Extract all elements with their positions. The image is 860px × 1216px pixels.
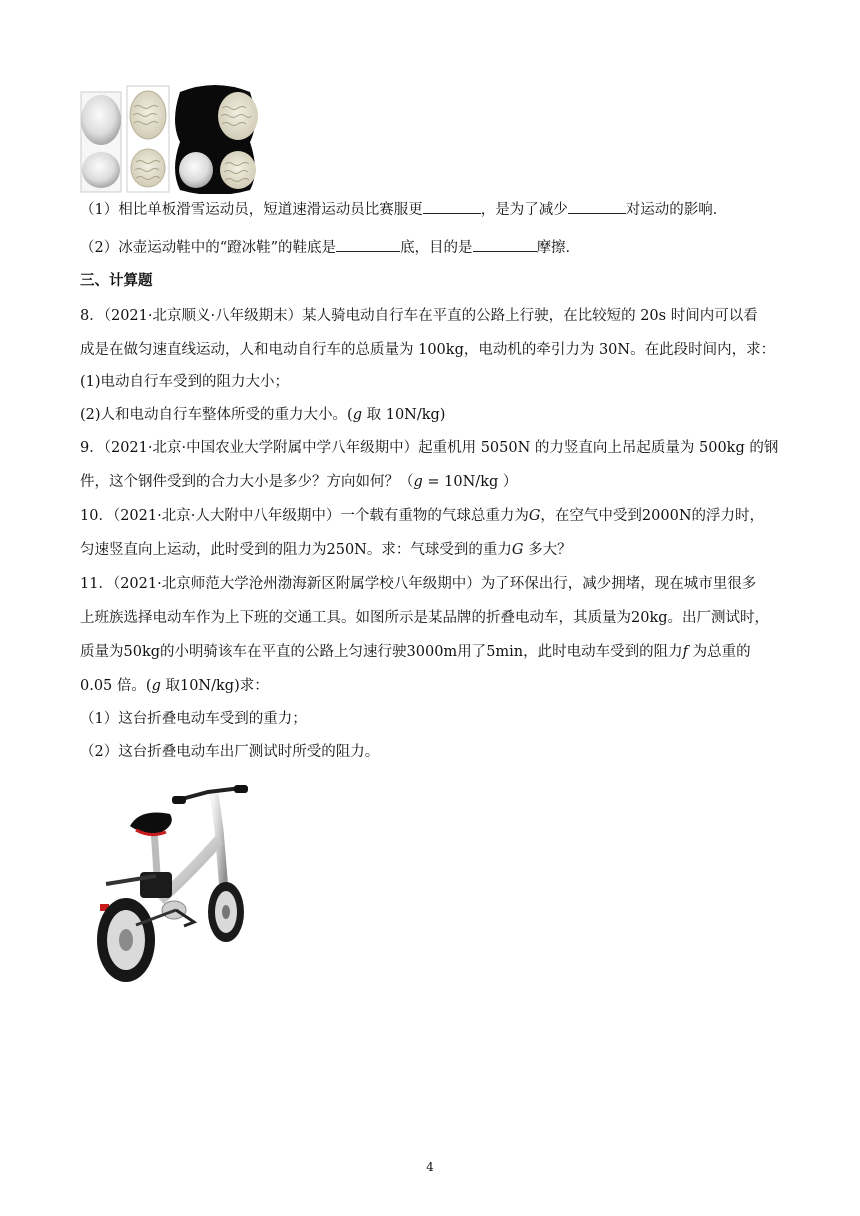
question-text: = 10N/kg ） <box>422 474 518 490</box>
question-text: （1）相比单板滑雪运动员，短道速滑运动员比赛服更 <box>80 202 423 218</box>
folding-e-bike-figure <box>96 780 256 985</box>
question-text: 的浮力时， <box>691 508 765 524</box>
quantity: 50kg <box>123 644 161 660</box>
question-text: 为总重的 <box>688 644 751 660</box>
question-text: 多大？ <box>523 542 572 558</box>
question-text: 上班族选择电动车作为上下班的交通工具。如图所示是某品牌的折叠电动车，其质量为 <box>80 610 631 626</box>
answer-blank <box>423 199 481 214</box>
q11-line-1: 11．（2021·北京师范大学沧州渤海新区附属学校八年级期中）为了环保出行，减少拥堵，现在城市里很多 <box>80 576 757 592</box>
q9-line-1: 9．（2021·北京·中国农业大学附属中学八年级期中）起重机用 5050N 的力竖直向上吊起质量为 500kg 的钢 <box>80 440 779 456</box>
quantity: 3000m <box>406 644 458 660</box>
quantity: 10N/kg <box>179 678 235 694</box>
q10-line-2 <box>80 540 572 560</box>
question-text: 。出厂测试时， <box>667 610 770 626</box>
quantity: 5min <box>486 644 524 660</box>
variable: f <box>682 644 689 660</box>
variable: G <box>511 542 524 558</box>
question-text: 10．（2021·北京·人大附中八年级期中）一个载有重物的气球总重力为 <box>80 508 529 524</box>
quantity: 20kg <box>631 610 668 626</box>
q11-line-5: （1）这台折叠电动车受到的重力； <box>80 711 307 727</box>
question-text: ，是为了减少 <box>480 202 568 218</box>
answer-blank <box>568 199 626 214</box>
q10-line-1 <box>80 506 764 526</box>
question-text: 用了 <box>457 644 487 660</box>
question-text: 底，目的是 <box>400 240 473 256</box>
question-text: 取 <box>160 678 180 694</box>
q8-line-2: 成是在做匀速直线运动，人和电动自行车的总质量为 100kg，电动机的牵引力为 30N。在此段时间内，求： <box>80 342 776 358</box>
question-text: 摩擦． <box>536 240 581 256</box>
q11-line-4 <box>80 676 269 696</box>
question-text: )求： <box>234 678 269 694</box>
answer-blank <box>473 237 537 252</box>
question-skate-2 <box>80 237 580 258</box>
variable: g <box>413 474 423 490</box>
question-text: 0.05 倍。( <box>80 678 152 694</box>
answer-blank <box>336 237 400 252</box>
question-text: ，此时电动车受到的阻力 <box>523 644 683 660</box>
q11-line-6: （2）这台折叠电动车出厂测试时所受的阻力。 <box>80 744 380 760</box>
variable: g <box>151 678 161 694</box>
quantity: 2000N <box>641 508 692 524</box>
question-text: 对运动的影响． <box>625 202 728 218</box>
question-skate-1 <box>80 199 727 220</box>
question-text: 。求：气球受到的重力 <box>366 542 512 558</box>
q11-line-2 <box>80 608 769 628</box>
variable: g <box>352 407 362 423</box>
q9-line-2 <box>80 472 517 492</box>
question-text: 质量为 <box>80 644 124 660</box>
question-text: (2)人和电动自行车整体所受的重力大小。( <box>80 407 353 423</box>
question-text: 的小明骑该车在平直的公路上匀速行驶 <box>160 644 407 660</box>
variable: G <box>528 508 541 524</box>
question-text: （2）冰壶运动鞋中的“蹬冰鞋”的鞋底是 <box>80 240 337 256</box>
q8-line-4 <box>80 405 445 425</box>
section-title: 三、计算题 <box>80 273 153 289</box>
q8-line-3: (1)电动自行车受到的阻力大小； <box>80 374 290 390</box>
quantity: 250N <box>326 542 367 558</box>
page-number: 4 <box>426 1160 434 1174</box>
question-text: 取 10N/kg) <box>362 407 446 423</box>
question-text: 件，这个钢件受到的合力大小是多少？方向如何？（ <box>80 474 414 490</box>
q11-line-3 <box>80 642 751 662</box>
shoe-soles-figure <box>80 82 262 194</box>
question-text: 匀速竖直向上运动，此时受到的阻力为 <box>80 542 327 558</box>
question-text: ，在空气中受到 <box>540 508 642 524</box>
q8-line-1: 8．（2021·北京顺义·八年级期末）某人骑电动自行车在平直的公路上行驶，在比较短的 20s 时间内可以看 <box>80 308 758 324</box>
